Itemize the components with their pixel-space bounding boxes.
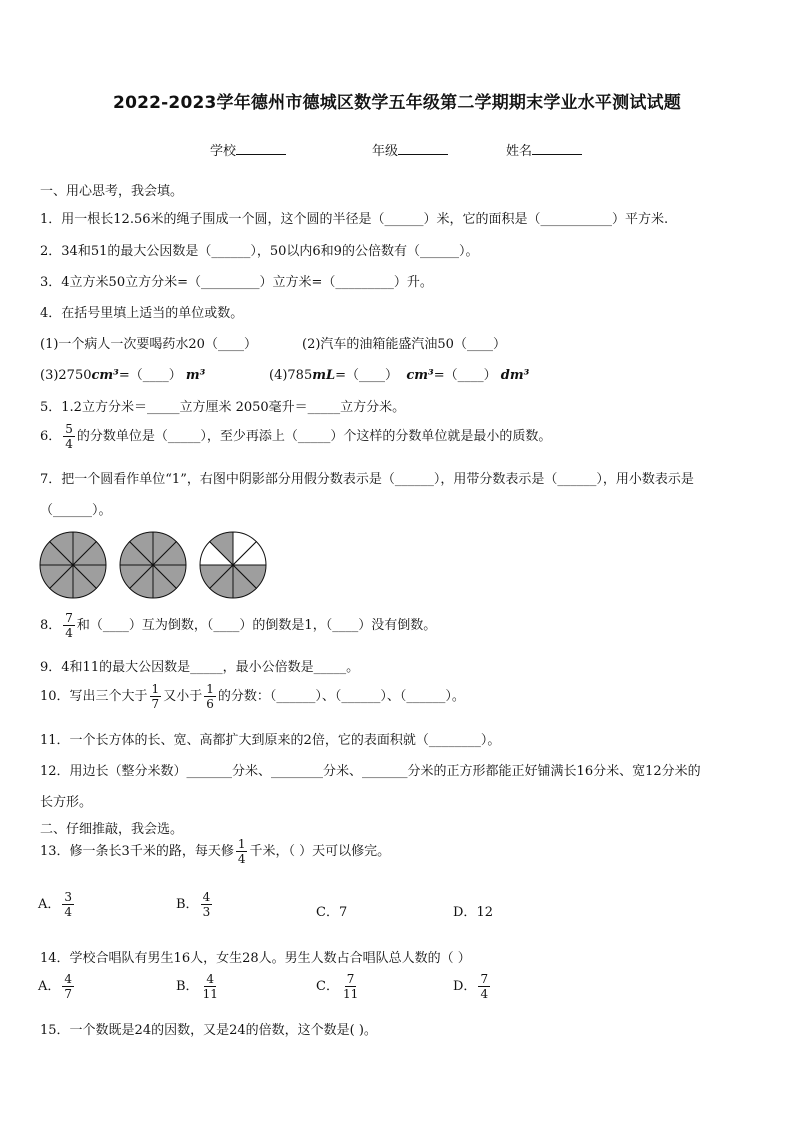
q13-option-c[interactable]: C．7 (316, 905, 348, 920)
section-2-heading: 二、仔细推敲，我会选。 (40, 822, 184, 837)
question-4: 4．在括号里填上适当的单位或数。 (40, 306, 244, 321)
grade-blank[interactable] (398, 142, 448, 155)
fraction-1-6: $\frac{1}{6}$ (206, 682, 214, 711)
school-field: 学校 (210, 140, 286, 159)
question-9: 9．4和11的最大公因数是_____，最小公倍数是_____。 (40, 660, 360, 675)
q14-option-d[interactable]: D． $\frac{7}{4}$ (453, 972, 489, 1001)
q14-option-b[interactable]: B． $\frac{4}{11}$ (176, 972, 218, 1001)
question-7: 7．把一个圆看作单位“1”，右图中阴影部分用假分数表示是（______），用带分数表示是（______），用小数表示是 (40, 472, 694, 487)
name-field: 姓名 (506, 140, 582, 159)
question-13: 13．修一条长3千米的路，每天修 $\frac{1}{4}$ 千米，（ ）天可以修完。 (40, 837, 391, 866)
question-11: 11．一个长方体的长、宽、高都扩大到原来的2倍，它的表面积就（________）。 (40, 733, 501, 748)
question-12-continued: 长方形。 (40, 795, 93, 810)
q13-option-d[interactable]: D．12 (453, 905, 493, 920)
section-1-heading: 一、用心思考，我会填。 (40, 184, 184, 199)
q13-option-a[interactable]: A． $\frac{3}{4}$ (38, 890, 73, 919)
question-14: 14．学校合唱队有男生16人，女生28人。男生人数占合唱队总人数的（ ） (40, 951, 471, 966)
question-4-part-1: (1)一个病人一次要喝药水20（____） (40, 337, 257, 352)
question-4-part-3: (3)2750cm³=（____） m³ (40, 368, 206, 383)
question-6: 6． $\frac{5}{4}$ 的分数单位是（_____），至少再添上（_____）个这样的分数单位就是最小的质数。 (40, 422, 552, 451)
fraction-circle-2 (120, 532, 186, 598)
fraction-7-4: $\frac{7}{4}$ (65, 611, 73, 640)
fraction-1-7: $\frac{1}{7}$ (151, 682, 160, 711)
question-3: 3．4立方米50立方分米=（_________）立方米=（_________）升。 (40, 275, 433, 290)
name-blank[interactable] (532, 142, 582, 155)
fraction-circle-1 (40, 532, 106, 598)
question-4-part-4: (4)785mL=（____） cm³=（____） dm³ (269, 368, 530, 383)
question-5: 5．1.2立方分米＝_____立方厘米 2050毫升＝_____立方分米。 (40, 400, 406, 415)
fraction-circle-3 (200, 532, 266, 598)
question-10: 10．写出三个大于 $\frac{1}{7}$ 又小于 $\frac{1}{6}$ 的分数：（______）、（______）、（______）。 (40, 682, 465, 711)
question-4-part-2: (2)汽车的油箱能盛汽油50（____） (302, 337, 506, 352)
grade-field: 年级 (372, 140, 448, 159)
shaded-circles-figure (38, 530, 278, 602)
question-7-continued: （______）。 (40, 503, 112, 518)
question-2: 2．34和51的最大公因数是（______），50以内6和9的公倍数有（______）。 (40, 244, 479, 259)
q14-option-a[interactable]: A． $\frac{4}{7}$ (38, 972, 73, 1001)
school-blank[interactable] (236, 142, 286, 155)
q13-option-b[interactable]: B． $\frac{4}{3}$ (176, 890, 211, 919)
question-15: 15．一个数既是24的因数，又是24的倍数，这个数是( )。 (40, 1023, 377, 1038)
question-12: 12．用边长（整分米数）_______分米、________分米、_______分米的正方形都能正好铺满长16分米、宽12分米的 (40, 764, 701, 779)
q14-option-c[interactable]: C． $\frac{7}{11}$ (316, 972, 359, 1001)
fraction-1-4: $\frac{1}{4}$ (237, 837, 246, 866)
page-title: 2022-2023学年德州市德城区数学五年级第二学期期末学业水平测试试题 (113, 93, 681, 113)
fraction-5-4: $\frac{5}{4}$ (65, 422, 73, 451)
question-1: 1．用一根长12.56米的绳子围成一个圆，这个圆的半径是（______）米，它的面积是（___________）平方米. (40, 212, 669, 227)
question-8: 8． $\frac{7}{4}$ 和（____）互为倒数，（____）的倒数是1，（____）没有倒数。 (40, 611, 437, 640)
